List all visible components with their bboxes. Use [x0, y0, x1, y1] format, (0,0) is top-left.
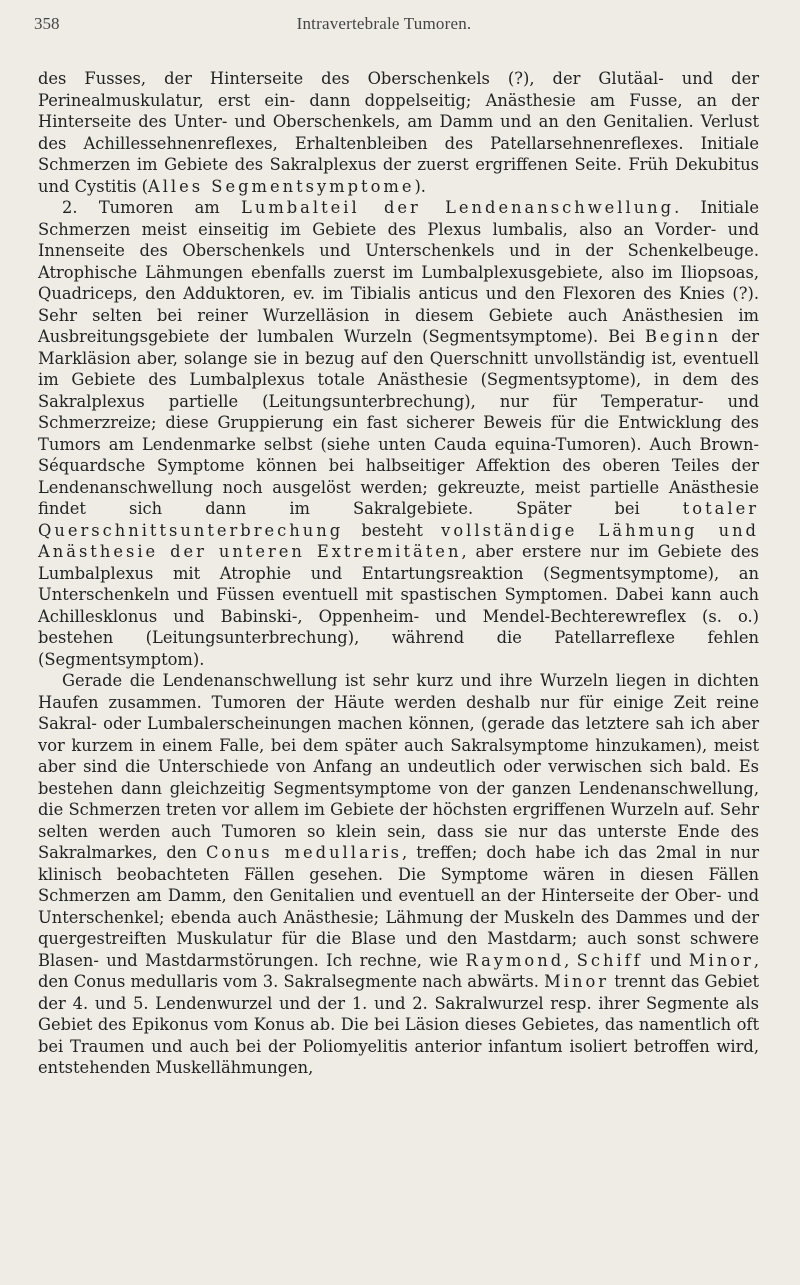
spaced-text-segment: Minor — [544, 972, 610, 991]
text-segment: und — [642, 950, 689, 970]
page-number: 358 — [34, 14, 60, 33]
text-segment: . Initiale Schmerzen meist einseitig im Gebiete des Plexus lumbalis, also an Vorder- und Innenseite des Oberschenkels und Unterschenkels und in der Schenkelbeuge. Atrophische Lähmungen ebenfalls zuerst im Lumbalplexusgebiete, also im Iliopsoas, Quadriceps, den Adduktoren, ev. im Tibialis anticus und den Flexoren des Knies (?). Sehr selten bei reiner Wurzelläsion in diesem Gebiete auch Anästhesien im Ausbreitungsgebiete der lumbalen Wurzeln (Segmentsymptome). Bei — [38, 198, 759, 346]
spaced-text-segment: Raymond — [465, 950, 565, 970]
spaced-text-segment: Schiff — [576, 950, 643, 970]
spaced-text-segment: totaler Querschnittsunterbrechung — [38, 499, 759, 540]
running-head: Intravertebrale Tumoren. — [296, 14, 472, 33]
spaced-text-segment: Conus medullaris — [205, 843, 403, 862]
text-segment: , den Conus medullaris vom 3. Sakralsegmente nach abwärts. — [38, 950, 760, 991]
paragraph-3 — [38, 670, 759, 1079]
text-segment: , — [564, 950, 577, 970]
text-segment: , treffen; doch habe ich das 2mal in nur klinisch beobachteten Fällen gesehen. Die Symptome wären in diesen Fällen Schmerzen am Damm, den Genitalien und eventuell an der Hinterseite der Ober- und Unterschenkel; ebenda auch Anästhesie; Lähmung der Muskeln des Dammes und der quergestreiften Muskulatur für die Blase und den Mastdarm; auch sonst schwere Blasen- und Mastdarmstörungen. Ich rechne, wie — [38, 843, 760, 970]
spaced-text-segment: vollständige Lähmung und Anästhesie der unteren Extremitäten — [38, 520, 759, 561]
page-header — [34, 8, 734, 36]
text-segment: besteht — [343, 520, 442, 540]
spaced-text-segment: Beginn — [644, 327, 722, 346]
paragraph-1 — [38, 68, 759, 197]
paragraph-2 — [38, 197, 759, 670]
text-segment: Gerade die Lendenanschwellung ist sehr kurz und ihre Wurzeln liegen in dichten Haufen zusammen. Tumoren der Häute werden deshalb nur für einige Zeit reine Sakral- oder Lumbalerscheinungen machen können, (gerade das letztere sah ich aber vor kurzem in einem Falle, bei dem später auch Sakralsymptome hinzukamen), meist aber sind die Unterschiede von Anfang an undeutlich oder verwischen sich bald. Es bestehen dann gleichzeitig Segmentsymptome von der ganzen Lendenanschwellung, die Schmerzen treten vor allem im Gebiete der höchsten ergriffenen Wurzeln auf. Sehr selten werden auch Tumoren so klein sein, dass sie nur das unterste Ende des Sakralmarkes, den — [38, 671, 759, 862]
spaced-text-segment: Minor — [688, 950, 754, 970]
text-segment: trennt das Gebiet der 4. und 5. Lendenwurzel und der 1. und 2. Sakralwurzel resp. ihrer Segmente als Gebiet des Epikonus vom Konus ab. Die bei Läsion dieses Gebietes, das namentlich oft bei Traumen und auch bei der Poliomyelitis anterior infantum isoliert betroffen wird, entstehenden Muskellähmungen, — [38, 972, 760, 1077]
body-text — [38, 68, 759, 1079]
text-segment: des Fusses, der Hinterseite des Oberschenkels (?), der Glutäal- und der Perinealmuskulatur, erst ein- dann doppelseitig; Anästhesie am Fusse, an der Hinterseite des Unter- und Oberschenkels, am Damm und an den Genitalien. Verlust des Achillessehnenreflexes, Erhaltenbleiben des Patellarsehnenreflexes. Initiale Schmerzen im Gebiete des Sakralplexus der zuerst ergriffenen Seite. Früh Dekubitus und Cystitis ( — [38, 69, 759, 196]
spaced-text-segment: Alles Segmentsymptome — [147, 176, 415, 196]
text-segment: der Markläsion aber, solange sie in bezug auf den Querschnitt unvollständig ist, eventuell im Gebiete des Lumbalplexus totale Anästhesie (Segmentsyptome), in dem des Sakralplexus partielle (Leitungsunterbrechung), nur für Temperatur- und Schmerzreize; diese Gruppierung ein fast sicherer Beweis für die Entwicklung des Tumors am Lendenmarke selbst (siehe unten Cauda equina-Tumoren). Auch Brown-Séquardsche Symptome können bei halbseitiger Affektion des oberen Teiles der Lendenanschwellung noch ausgelöst werden; gekreuzte, meist partielle Anästhesie findet sich dann im Sakralgebiete. Später bei — [38, 327, 759, 518]
spaced-text-segment: Lumbalteil der Lendenanschwellung — [241, 198, 675, 217]
text-segment: 2. Tumoren am — [62, 198, 242, 217]
text-segment: , aber erstere nur im Gebiete des Lumbalplexus mit Atrophie und Entartungsreaktion (Segmentsymptome), an Unterschenkeln und Füssen eventuell mit spastischen Symptomen. Dabei kann auch Achillesklonus und Babinski-, Oppenheim- und Mendel-Bechterewreflex (s. o.) bestehen (Leitungsunterbrechung), während die Patellarreflexe fehlen (Segmentsymptom). — [38, 542, 759, 669]
text-segment: ). — [414, 176, 426, 196]
